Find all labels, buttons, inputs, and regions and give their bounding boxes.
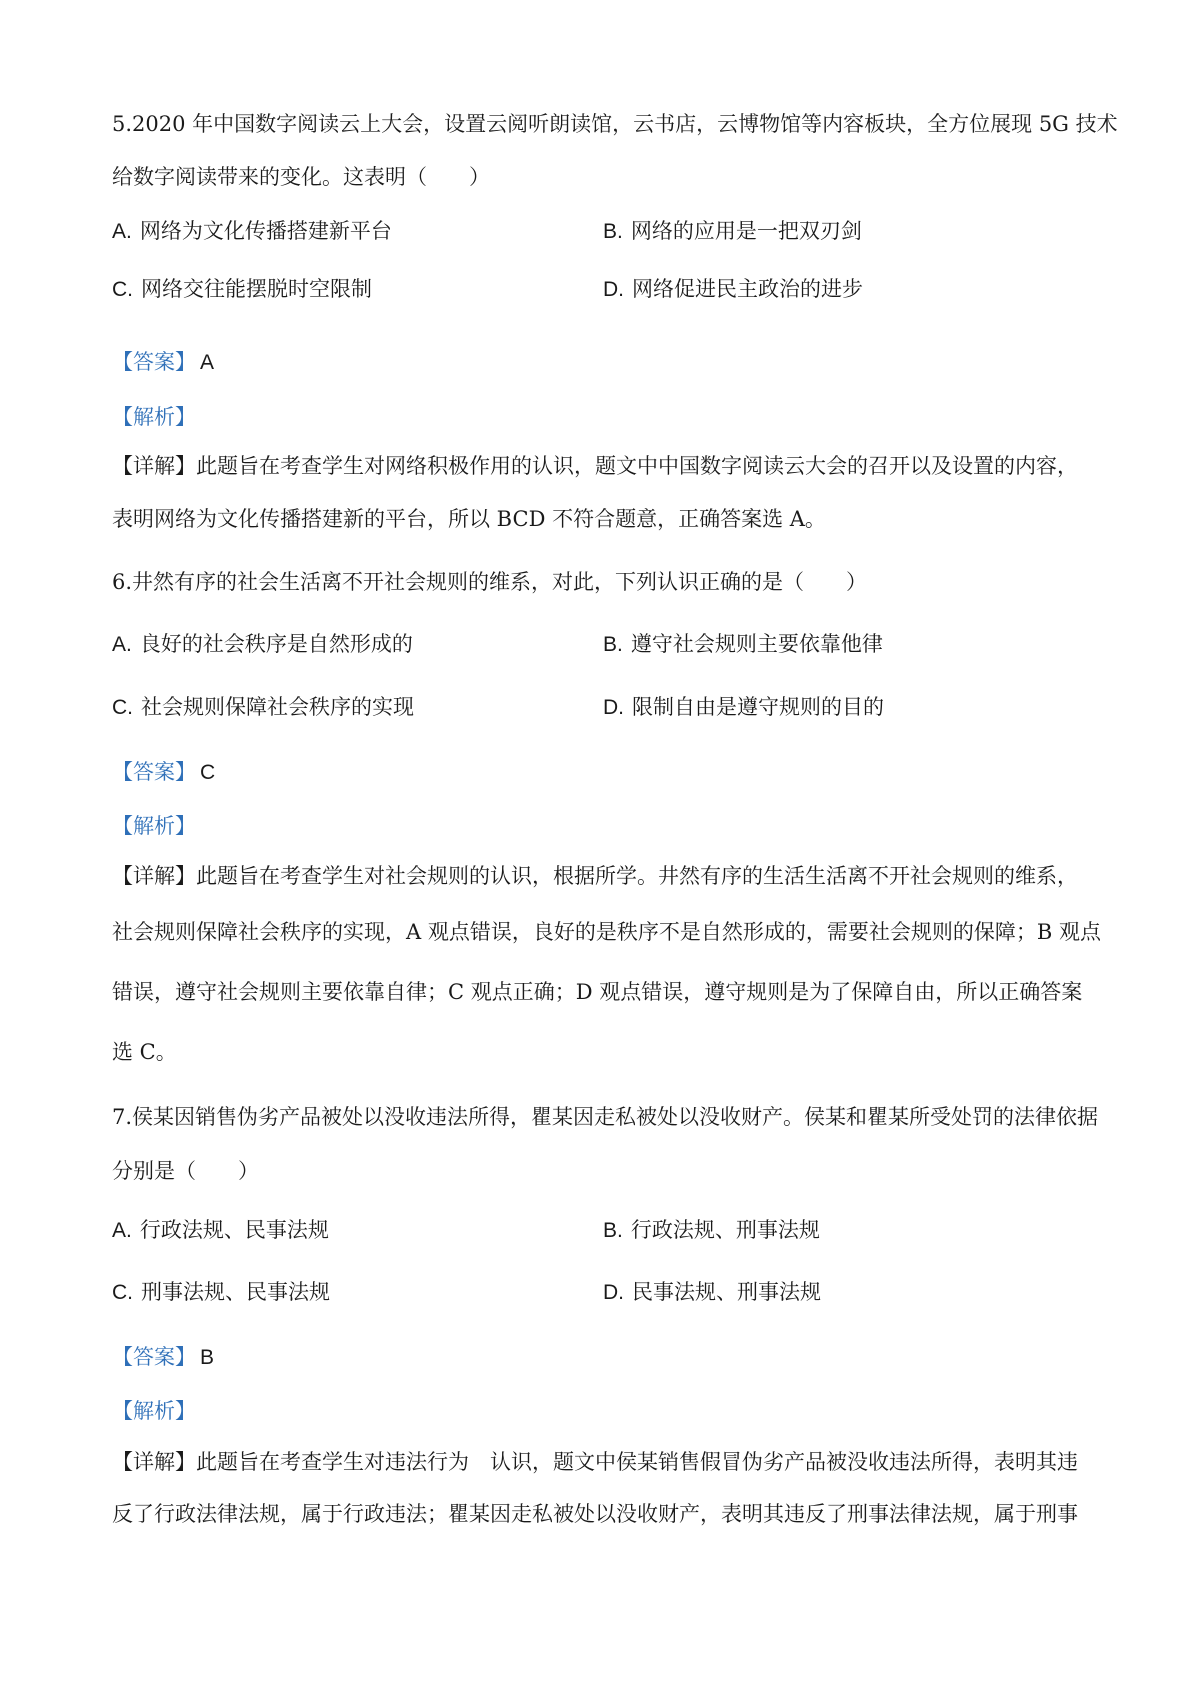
q5-option-d	[603, 275, 863, 304]
q7-answer	[112, 1343, 214, 1372]
answer-value: B	[200, 1346, 215, 1369]
option-letter: A.	[112, 220, 132, 243]
option-text: 刑事法规、民事法规	[141, 1280, 330, 1304]
option-text: 限制自由是遵守规则的目的	[632, 695, 884, 719]
q5-analysis-tag: 【解析】	[112, 405, 196, 429]
q6-detail-line-4: 选 C。	[112, 1040, 177, 1064]
q7-option-c	[112, 1278, 330, 1307]
q6-detail-line-3: 错误，遵守社会规则主要依靠自律；C 观点正确；D 观点错误，遵守规则是为了保障自由，所以正确答案	[112, 980, 1083, 1004]
q7-option-d	[603, 1278, 821, 1307]
answer-value: C	[200, 761, 216, 784]
option-letter: C.	[112, 696, 133, 719]
option-text: 行政法规、民事法规	[139, 1218, 329, 1242]
q7-stem-line-2: 分别是（ ）	[112, 1159, 259, 1183]
option-letter: B.	[603, 220, 623, 243]
answer-tag: 【答案】	[112, 1345, 196, 1369]
q5-stem-line-1: 5.2020 年中国数字阅读云上大会，设置云阅听朗读馆，云书店，云博物馆等内容板块，全方位展现 5G 技术	[112, 112, 1118, 136]
q5-stem-line-2: 给数字阅读带来的变化。这表明（ ）	[112, 165, 490, 189]
option-letter: D.	[603, 1281, 624, 1304]
q5-answer	[112, 348, 214, 377]
q6-detail-line-2: 社会规则保障社会秩序的实现，A 观点错误，良好的是秩序不是自然形成的，需要社会规则的保障；B 观点	[112, 920, 1101, 944]
q5-detail-line-1: 【详解】此题旨在考查学生对网络积极作用的认识，题文中中国数字阅读云大会的召开以及设置的内容，	[112, 454, 1078, 478]
option-letter: A.	[112, 633, 132, 656]
option-text: 网络交往能摆脱时空限制	[141, 277, 372, 301]
q7-detail-line-1: 【详解】此题旨在考查学生对违法行为 认识，题文中侯某销售假冒伪劣产品被没收违法所得，表明其违	[112, 1450, 1078, 1474]
option-text: 良好的社会秩序是自然形成的	[139, 632, 413, 656]
option-text: 民事法规、刑事法规	[632, 1280, 821, 1304]
q5-option-b	[603, 217, 862, 246]
q6-stem-line-1: 6.井然有序的社会生活离不开社会规则的维系，对此，下列认识正确的是（ ）	[112, 570, 868, 594]
q6-option-d	[603, 693, 884, 722]
q5-option-a	[112, 217, 392, 246]
q5-option-c	[112, 275, 372, 304]
option-text: 网络的应用是一把双刃剑	[630, 219, 862, 243]
option-letter: C.	[112, 278, 133, 301]
q7-option-b	[603, 1216, 820, 1245]
q7-option-a	[112, 1216, 329, 1245]
q7-detail-line-2: 反了行政法律法规，属于行政违法；瞿某因走私被处以没收财产，表明其违反了刑事法律法规，属于刑事	[112, 1502, 1078, 1526]
option-letter: D.	[603, 278, 624, 301]
q7-stem-line-1: 7.侯某因销售伪劣产品被处以没收违法所得，瞿某因走私被处以没收财产。侯某和瞿某所受处罚的法律依据	[112, 1105, 1099, 1129]
q6-option-a	[112, 630, 413, 659]
option-text: 社会规则保障社会秩序的实现	[141, 695, 414, 719]
q6-analysis-tag: 【解析】	[112, 814, 196, 838]
answer-tag: 【答案】	[112, 760, 196, 784]
option-letter: B.	[603, 1219, 623, 1242]
answer-value: A	[200, 351, 215, 374]
q5-detail-line-2: 表明网络为文化传播搭建新的平台，所以 BCD 不符合题意，正确答案选 A。	[112, 507, 826, 531]
option-letter: B.	[603, 633, 623, 656]
option-text: 遵守社会规则主要依靠他律	[630, 632, 883, 656]
option-letter: C.	[112, 1281, 133, 1304]
answer-tag: 【答案】	[112, 350, 196, 374]
q6-option-c	[112, 693, 414, 722]
q6-detail-line-1: 【详解】此题旨在考查学生对社会规则的认识，根据所学。井然有序的生活生活离不开社会规则的维系，	[112, 864, 1078, 888]
q6-option-b	[603, 630, 883, 659]
option-text: 网络为文化传播搭建新平台	[139, 219, 392, 243]
option-letter: A.	[112, 1219, 132, 1242]
option-text: 网络促进民主政治的进步	[632, 277, 863, 301]
q6-answer	[112, 758, 215, 787]
option-text: 行政法规、刑事法规	[630, 1218, 820, 1242]
q7-analysis-tag: 【解析】	[112, 1399, 196, 1423]
option-letter: D.	[603, 696, 624, 719]
